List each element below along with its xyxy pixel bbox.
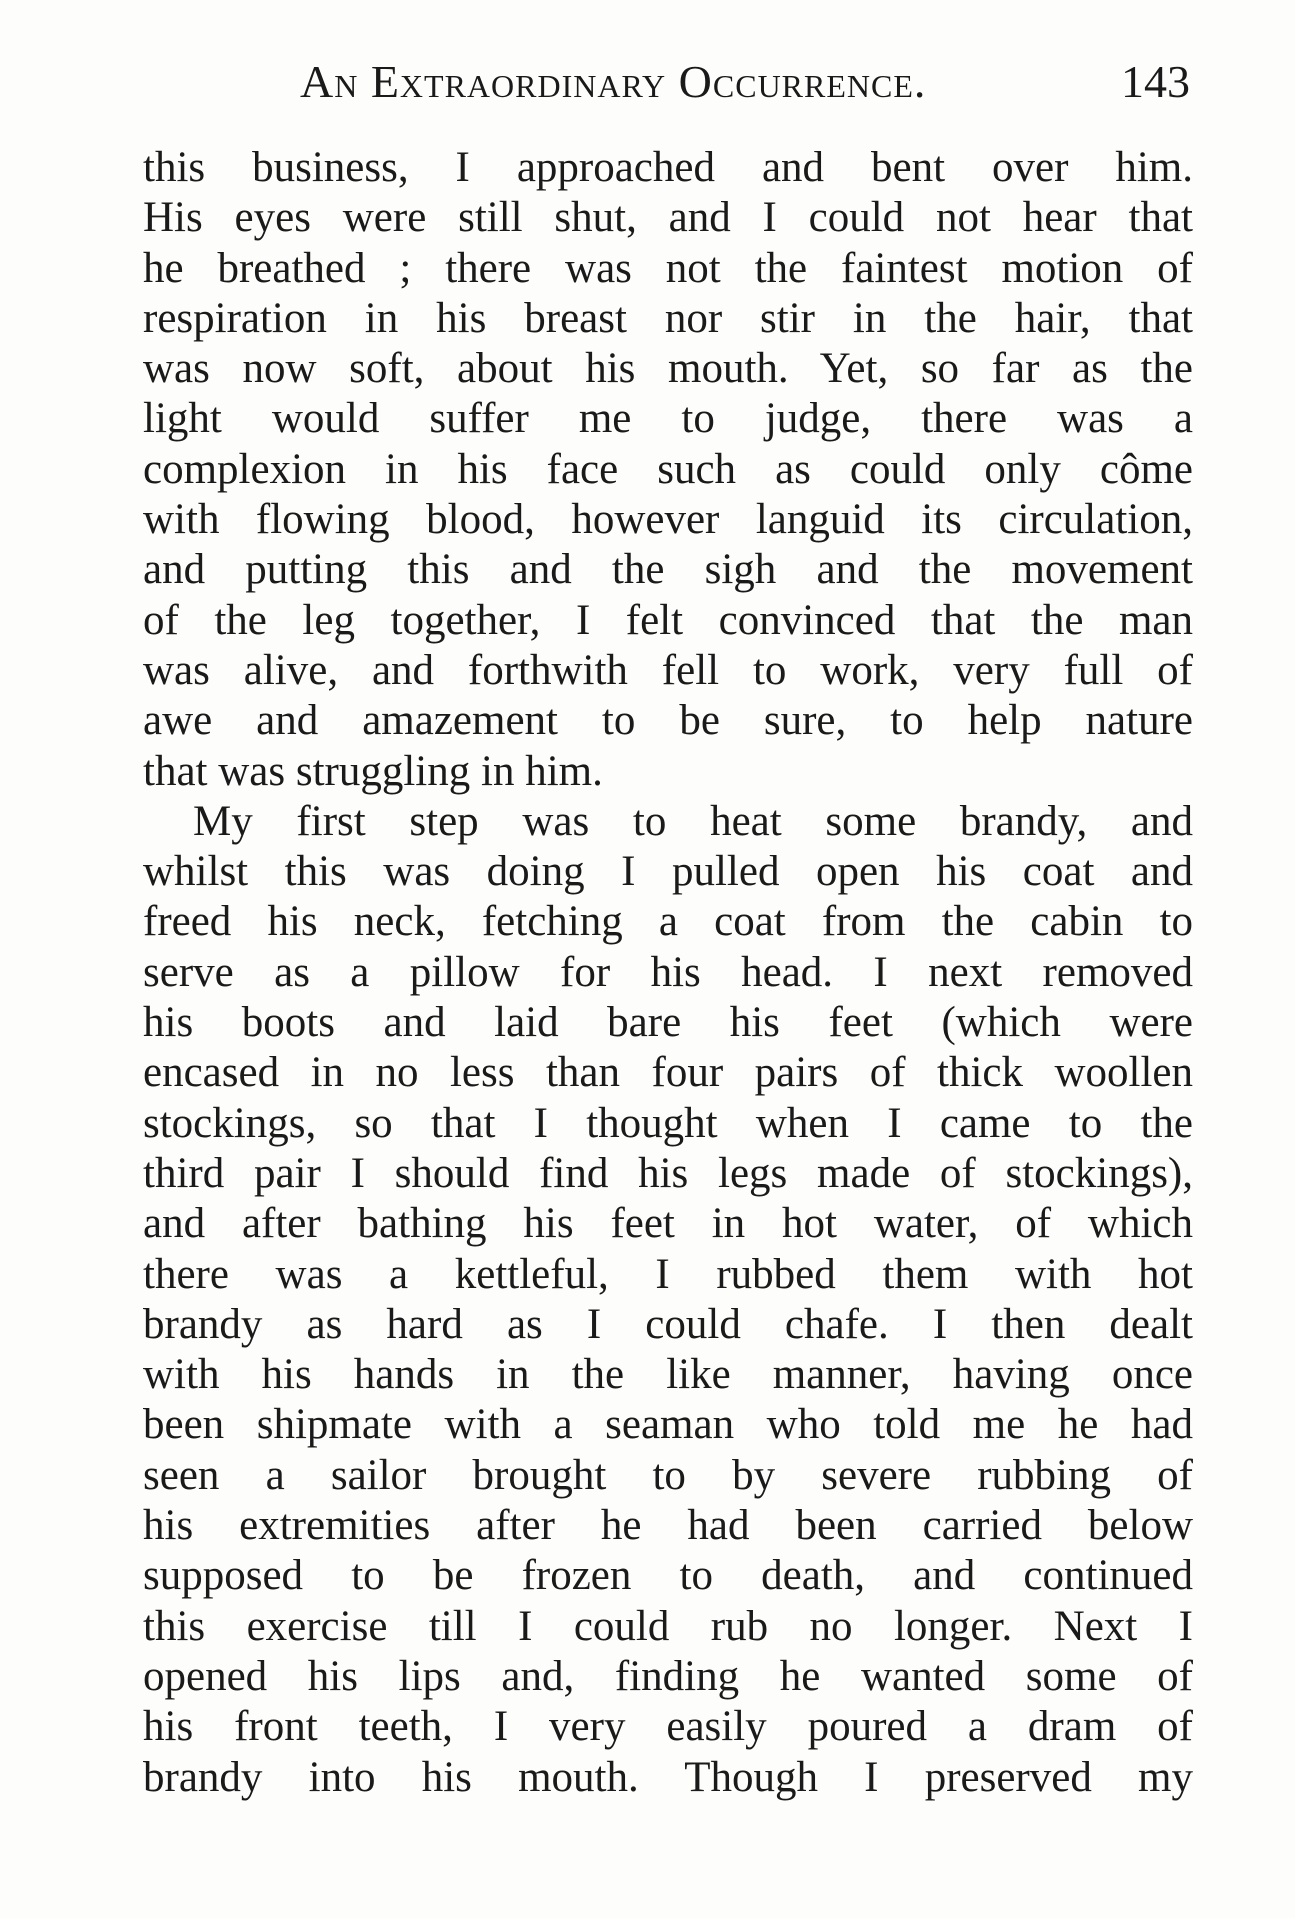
text-line: of the leg together, I felt convinced that the man (143, 596, 1193, 644)
text-line: his extremities after he had been carried below (143, 1502, 1193, 1550)
page-header (300, 52, 1198, 112)
text-line: this business, I approached and bent over him. (143, 144, 1193, 191)
running-title: An Extraordinary Occurrence. (300, 56, 927, 107)
paragraph-1 (143, 143, 1193, 797)
text-line: brandy as hard as I could chafe. I then dealt (143, 1300, 1193, 1348)
text-line: complexion in his face such as could only côme (143, 445, 1193, 493)
text-line: His eyes were still shut, and I could not hear that (143, 194, 1193, 242)
text-line: freed his neck, fetching a coat from the cabin to (143, 898, 1193, 946)
text-line: seen a sailor brought to by severe rubbing of (143, 1451, 1193, 1499)
text-line: his boots and laid bare his feet (which were (143, 999, 1193, 1047)
paragraph-2 (143, 797, 1193, 1803)
text-line: and after bathing his feet in hot water, of which (143, 1200, 1193, 1248)
text-line: with his hands in the like manner, having once (143, 1351, 1193, 1399)
text-line: stockings, so that I thought when I came to the (143, 1099, 1193, 1147)
text-line: was alive, and forthwith fell to work, very full of (143, 646, 1193, 694)
text-line: opened his lips and, finding he wanted some of (143, 1652, 1193, 1700)
text-line: serve as a pillow for his head. I next removed (143, 948, 1193, 996)
text-line: respiration in his breast nor stir in the hair, that (143, 294, 1193, 342)
text-line: was now soft, about his mouth. Yet, so far as the (143, 345, 1193, 393)
text-line: awe and amazement to be sure, to help nature (143, 697, 1193, 745)
text-line: light would suffer me to judge, there was a (143, 395, 1193, 443)
text-line: encased in no less than four pairs of thick woollen (143, 1049, 1193, 1097)
body-text (143, 143, 1193, 1803)
text-line: he breathed ; there was not the faintest motion of (143, 244, 1193, 292)
text-line: that was struggling in him. (143, 747, 603, 795)
text-line: with flowing blood, however languid its circulation, (143, 496, 1193, 544)
text-line: there was a kettleful, I rubbed them with hot (143, 1250, 1193, 1298)
text-line: My first step was to heat some brandy, and (193, 797, 1193, 845)
text-line: this exercise till I could rub no longer. Next I (143, 1602, 1193, 1650)
text-line: and putting this and the sigh and the movement (143, 546, 1193, 594)
text-line: brandy into his mouth. Though I preserved my (143, 1753, 1193, 1801)
text-line: third pair I should find his legs made of stockings), (143, 1149, 1193, 1197)
text-line: whilst this was doing I pulled open his coat and (143, 848, 1193, 896)
page-number: 143 (1121, 56, 1190, 107)
text-line: been shipmate with a seaman who told me he had (143, 1401, 1193, 1449)
text-line: supposed to be frozen to death, and continued (143, 1552, 1193, 1600)
text-line: his front teeth, I very easily poured a dram of (143, 1703, 1193, 1751)
